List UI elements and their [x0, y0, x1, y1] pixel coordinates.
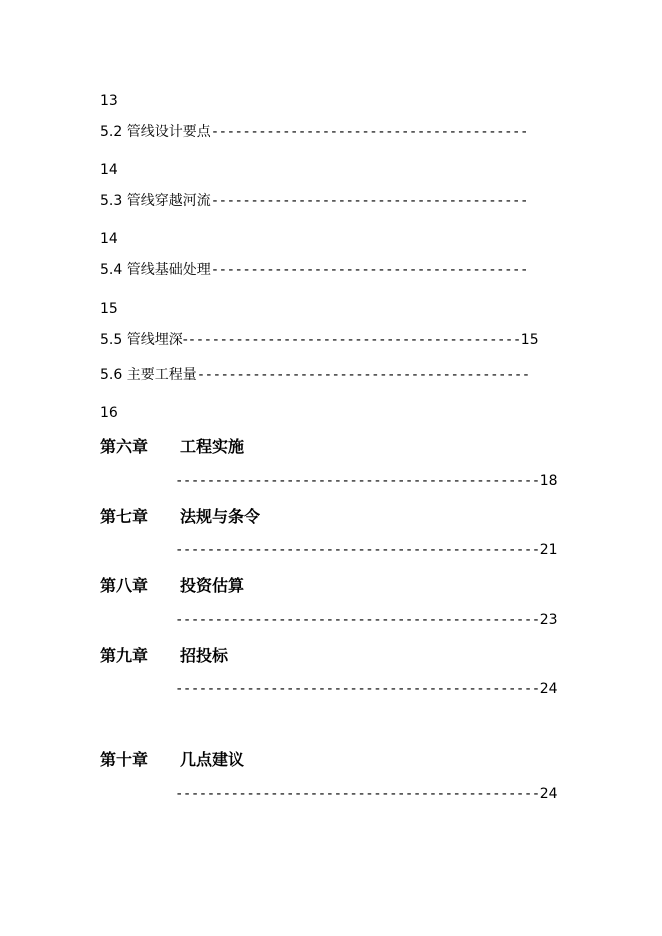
- toc-chapter-7[interactable]: [100, 504, 260, 527]
- toc-page-number: 23: [539, 612, 558, 628]
- toc-entry-5-5[interactable]: [100, 331, 539, 349]
- toc-chapter-10[interactable]: [100, 747, 244, 770]
- toc-chapter-7-leader: [175, 542, 558, 558]
- toc-chapter-10-leader: [175, 786, 558, 802]
- chapter-title: 招投标: [180, 646, 229, 665]
- toc-leader: ----------------------------------------: [210, 124, 528, 140]
- toc-page-number: 14: [100, 231, 118, 247]
- toc-leader: ----------------------------------------: [210, 262, 528, 278]
- toc-entry-label: 5.2 管线设计要点: [100, 124, 211, 140]
- toc-chapter-6-leader: [175, 473, 558, 489]
- chapter-number: 第七章: [100, 507, 149, 526]
- toc-entry-5-6[interactable]: [100, 366, 530, 384]
- toc-page-number: 15: [520, 332, 539, 348]
- toc-leader: ------------------------------------------: [196, 367, 530, 383]
- toc-chapter-8-leader: [175, 612, 558, 628]
- toc-chapter-9-leader: [175, 681, 558, 697]
- toc-leader: ------------------------------------------: [187, 332, 521, 348]
- toc-entry-label: 5.6 主要工程量: [100, 367, 197, 383]
- toc-leader: ----------------------------------------------: [175, 681, 540, 697]
- chapter-title: 投资估算: [180, 576, 245, 595]
- chapter-number: 第八章: [100, 576, 149, 595]
- toc-leader: ----------------------------------------------: [175, 473, 540, 489]
- toc-leader: ----------------------------------------------: [175, 786, 540, 802]
- toc-page-number: 16: [100, 405, 118, 421]
- toc-leader: ----------------------------------------------: [175, 542, 540, 558]
- chapter-number: 第六章: [100, 437, 149, 456]
- chapter-title: 几点建议: [180, 750, 245, 769]
- toc-leader: ----------------------------------------------: [175, 612, 540, 628]
- toc-leader: ----------------------------------------: [210, 193, 528, 209]
- toc-page-number: 14: [100, 162, 118, 178]
- toc-entry-label: 5.5 管线埋深-: [100, 332, 188, 348]
- chapter-number: 第十章: [100, 750, 149, 769]
- toc-page-number: 24: [539, 681, 558, 697]
- toc-entry-5-4[interactable]: [100, 261, 528, 279]
- toc-entry-label: 5.4 管线基础处理: [100, 262, 211, 278]
- toc-entry-label: 5.3 管线穿越河流: [100, 193, 211, 209]
- toc-entry-5-2[interactable]: [100, 123, 528, 141]
- toc-chapter-8[interactable]: [100, 573, 244, 596]
- chapter-title: 法规与条令: [180, 507, 261, 526]
- toc-page-number: 15: [100, 301, 118, 317]
- toc-page-number: 21: [539, 542, 558, 558]
- toc-page-number: 13: [100, 93, 118, 109]
- chapter-title: 工程实施: [180, 437, 245, 456]
- toc-entry-5-3[interactable]: [100, 192, 528, 210]
- toc-chapter-6[interactable]: [100, 434, 244, 457]
- toc-page-number: 18: [539, 473, 558, 489]
- toc-page-number: 24: [539, 786, 558, 802]
- toc-chapter-9[interactable]: [100, 643, 228, 666]
- chapter-number: 第九章: [100, 646, 149, 665]
